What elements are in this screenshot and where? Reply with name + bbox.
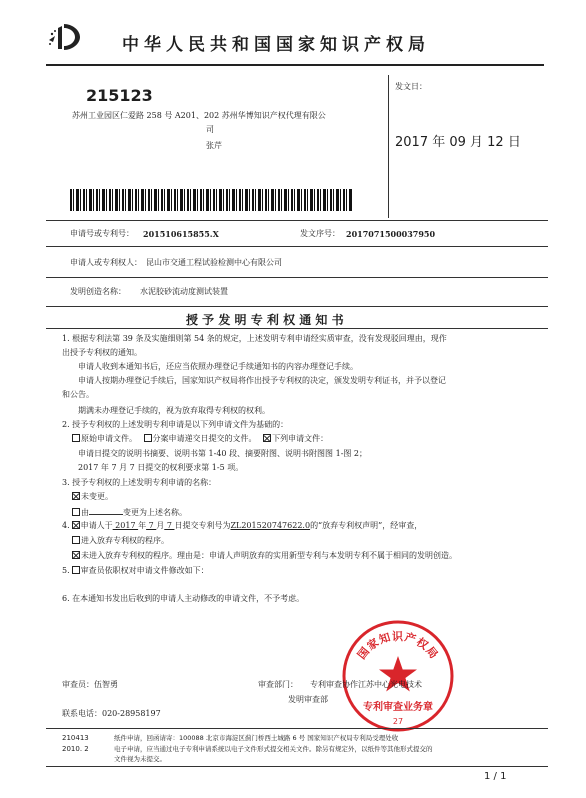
p5-line: [62, 565, 209, 577]
p4-opt2: [72, 550, 457, 562]
rule: [46, 220, 548, 221]
mail-address: 纸件申请，回函请寄：100088 北京市海淀区蓟门桥西土城路 6 号 国家知识产权局专利局受理处收: [114, 734, 399, 742]
official-seal: [340, 618, 456, 734]
p2-head: 2. 授予专利权的上述发明专利申请是以下列申请文件为基础的：: [62, 420, 289, 429]
checkbox-abandon-statement: [72, 521, 80, 529]
p1-line6: 期满未办理登记手续的，视为放弃取得专利权的权利。: [78, 406, 270, 415]
checkbox-unchanged: [72, 492, 80, 500]
p4-month-label: 月: [156, 521, 165, 530]
p4-day-label: 日提交专利号为: [174, 521, 231, 530]
p4-year-label: 年: [138, 521, 147, 530]
invention-value: 水泥胶砂流动度测试装置: [140, 287, 228, 296]
dept-value2: 发明审查部: [288, 695, 328, 704]
app-no-value: 201510615855.X: [143, 229, 219, 239]
svg-text:27: 27: [392, 717, 404, 726]
p4-opt2-label: 未进入放弃专利权的程序。理由是：申请人声明放弃的实用新型专利与本发明专利不属于相同的发明创造。: [81, 551, 457, 560]
checkbox-following-docs: [263, 434, 271, 442]
checkbox-not-enter-abandon: [72, 551, 80, 559]
opt-unchanged-label: 未变更。: [81, 492, 113, 501]
checkbox-examiner-amend: [72, 566, 80, 574]
cnipa-logo: [46, 22, 84, 52]
p5-label: 审查员依职权对申请文件修改如下：: [80, 566, 209, 575]
header-rule: [46, 64, 544, 66]
form-code: 210413: [62, 734, 89, 742]
p4-patent-no: ZL201520747622.0: [230, 521, 311, 530]
p1-line1: 1. 根据专利法第 39 条及实施细则第 54 条的规定，上述发明专利申请经实质审查，没有发现驳回理由，现作: [62, 334, 447, 343]
p4-pre: 申请人于: [80, 521, 113, 530]
issue-date-label: 发文日：: [395, 82, 427, 91]
checkbox-original: [72, 434, 80, 442]
examiner: 审查员：伍智勇: [62, 680, 118, 689]
p6-line: 6. 在本通知书发出后收到的申请人主动修改的申请文件，不予考虑。: [62, 594, 305, 603]
electronic-note-line2: 文件视为未提交。: [114, 755, 166, 763]
recipient-address-line1: 苏州工业园区仁爱路 258 号 A201、202 苏州华博知识产权代理有限公: [72, 111, 326, 120]
serial-label: 发文序号：: [300, 229, 340, 238]
page-number: 1 / 1: [484, 771, 507, 782]
p4-year: 2017: [112, 521, 139, 530]
opt-changed-post: 变更为上述名称。: [123, 508, 187, 517]
applicant-value: 昆山市交通工程试验检测中心有限公司: [146, 258, 282, 267]
p4-number: 4.: [62, 521, 70, 530]
serial-value: 2017071500037950: [346, 229, 436, 239]
dept-value: 专利审查协作江苏中心光电技术: [310, 680, 422, 689]
p2-line1: 申请日提交的说明书摘要、说明书第 1-40 段、摘要附图、说明书附图图 1-图 2；: [78, 449, 368, 458]
rule: [46, 728, 548, 729]
p1-line3: 申请人收到本通知书后，还应当依照办理登记手续通知书的内容办理登记手续。: [78, 362, 358, 371]
p1-line4: 申请人按期办理登记手续后，国家知识产权局将作出授予专利权的决定，颁发发明专利证书，并予以登记: [78, 376, 446, 385]
office-title: 中华人民共和国国家知识产权局: [122, 35, 430, 55]
p2-options: [72, 433, 328, 445]
applicant-label: 申请人或专利权人：: [70, 258, 142, 267]
blank-line: [89, 506, 123, 515]
app-no-label: 申请号或专利号：: [70, 229, 134, 238]
barcode: [70, 189, 352, 211]
opt-original-label: 原始申请文件。: [81, 434, 137, 443]
rule: [46, 277, 548, 278]
issue-date-box: [388, 75, 549, 218]
opt-following-label: 下列申请文件：: [272, 434, 329, 443]
dept-label: 审查部门：: [258, 680, 298, 689]
rule: [46, 328, 548, 329]
svg-text:国家知识产权局: 国家知识产权局: [355, 630, 441, 662]
p4-month: 7: [146, 521, 157, 530]
issue-date-value: 2017 年 09 月 12 日: [395, 135, 521, 150]
p4-opt1-label: 进入放弃专利权的程序。: [81, 536, 169, 545]
checkbox-enter-abandon: [72, 536, 80, 544]
rule: [46, 246, 548, 247]
p3-opt2: [72, 506, 187, 519]
p4-post: 的“放弃专利权声明”，经审查，: [310, 521, 423, 530]
svg-text:专利审查业务章: 专利审查业务章: [363, 702, 433, 713]
recipient-address-line2: 司: [206, 125, 214, 134]
form-date: 2010. 2: [62, 745, 89, 753]
p4-day: 7: [164, 521, 175, 530]
p4-line: [62, 520, 422, 532]
notice-title: 授 予 发 明 专 利 权 通 知 书: [186, 313, 344, 327]
rule: [46, 306, 548, 307]
p3-head: 3. 授予专利权的上述发明专利申请的名称：: [62, 478, 217, 487]
rule: [46, 766, 548, 767]
opt-divisional-label: 分案申请递交日提交的文件。: [152, 434, 257, 443]
p4-opt1: [72, 535, 169, 547]
checkbox-changed: [72, 508, 80, 516]
p3-opt1: [72, 491, 113, 503]
invention-label: 发明创造名称：: [70, 287, 126, 296]
opt-changed-pre: 由: [81, 508, 89, 517]
phone-value: 020-28958197: [102, 709, 161, 718]
postal-code: 215123: [86, 86, 153, 105]
phone: [62, 708, 161, 720]
p5-number: 5.: [62, 566, 70, 575]
p1-line2: 出授予专利权的通知。: [62, 348, 142, 357]
electronic-note-line1: 电子申请，应当通过电子专利申请系统以电子文件形式提交相关文件。除另有规定外，以纸件等其他形式提交的: [114, 745, 433, 753]
recipient-name: 张芹: [206, 141, 222, 150]
checkbox-divisional: [144, 434, 152, 442]
phone-label: 联系电话：: [62, 709, 102, 718]
p1-line5: 和公告。: [62, 390, 94, 399]
p2-line2: 2017 年 7 月 7 日提交的权利要求第 1-5 项。: [78, 463, 244, 472]
